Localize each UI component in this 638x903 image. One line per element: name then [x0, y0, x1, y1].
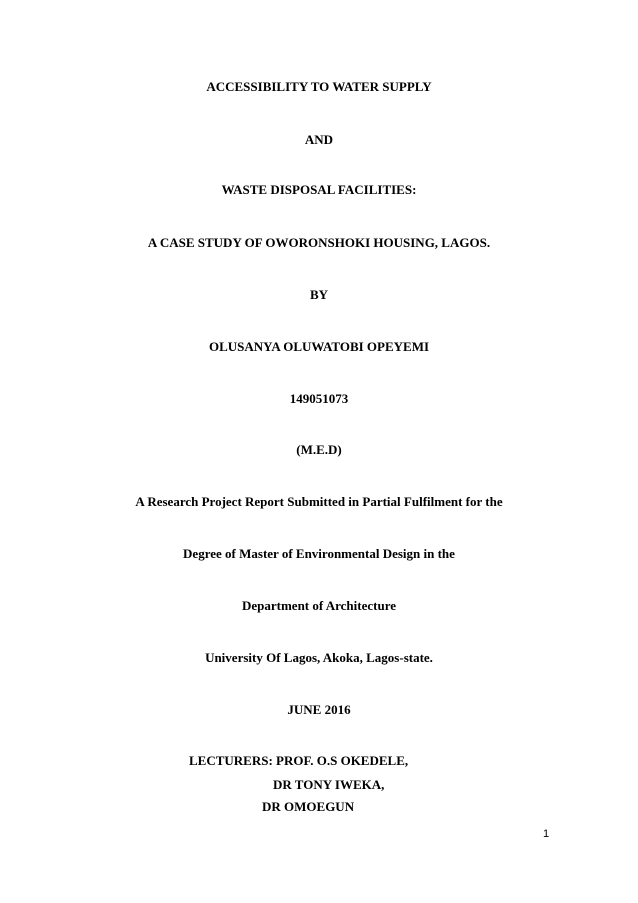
- author-name: OLUSANYA OLUWATOBI OPEYEMI: [208, 339, 430, 354]
- submission-line-2: Degree of Master of Environmental Design in the: [183, 546, 455, 561]
- lecturers-line-3: DR OMOEGUN: [262, 799, 355, 814]
- title-line-1: ACCESSIBILITY TO WATER SUPPLY: [206, 79, 432, 94]
- title-line-3: WASTE DISPOSAL FACILITIES:: [221, 182, 417, 197]
- page-number: 1: [543, 828, 550, 840]
- title-line-2: AND: [304, 132, 334, 147]
- lecturers-line-2: DR TONY IWEKA,: [273, 777, 385, 792]
- matric-number: 149051073: [289, 391, 349, 406]
- submission-line-3: Department of Architecture: [241, 598, 397, 613]
- submission-date: JUNE 2016: [287, 702, 351, 717]
- submission-line-4: University Of Lagos, Akoka, Lagos-state.: [205, 650, 433, 665]
- submission-line-1: A Research Project Report Submitted in Partial Fulfilment for the: [135, 494, 503, 509]
- title-line-4: A CASE STUDY OF OWORONSHOKI HOUSING, LAGOS.: [147, 235, 491, 250]
- lecturers-line-1: LECTURERS: PROF. O.S OKEDELE,: [189, 753, 409, 768]
- programme: (M.E.D): [296, 442, 342, 457]
- by-label: BY: [309, 287, 329, 302]
